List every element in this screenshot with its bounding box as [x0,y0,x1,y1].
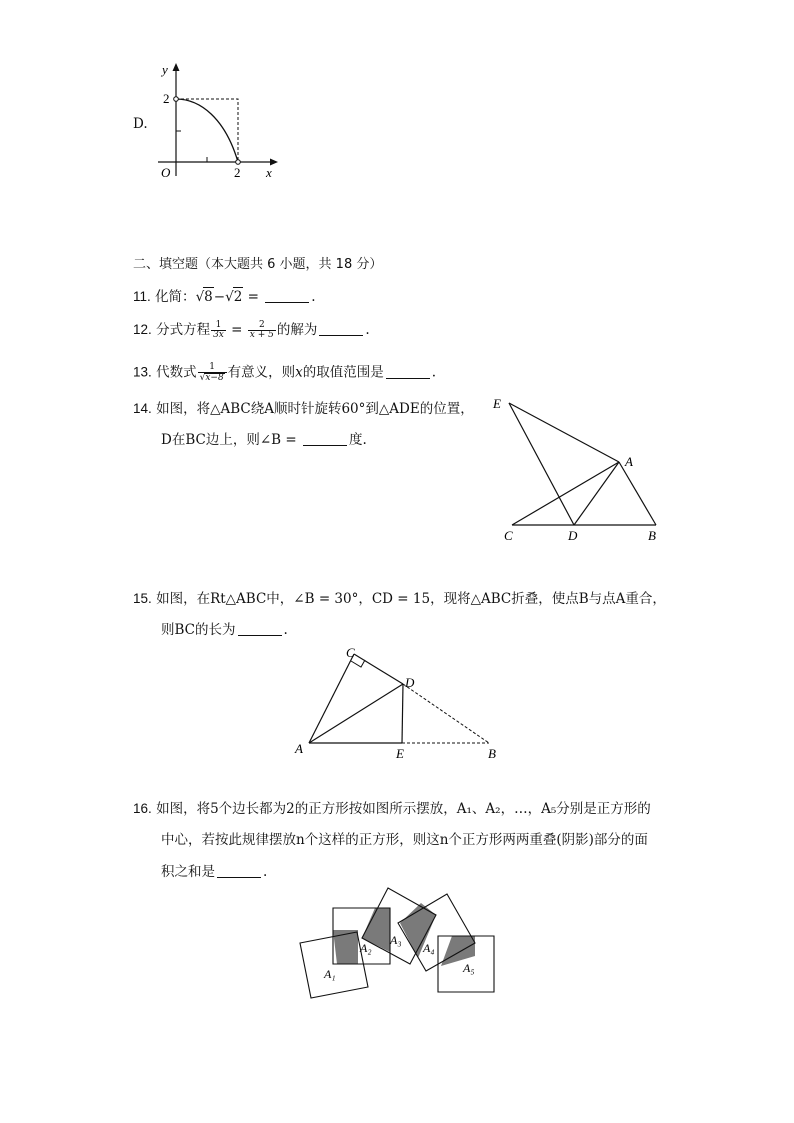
question-text: . [263,864,268,880]
question-13 [133,363,436,383]
sqrt-sign: √ [195,289,205,305]
question-number: 13. [133,364,152,380]
answer-blank[interactable] [217,864,261,878]
answer-blank[interactable] [319,322,363,336]
x-axis-label: x [266,165,272,180]
question-14 [133,400,474,418]
radicand: 8 [204,289,213,305]
question-16-line-3 [161,863,267,881]
answer-blank[interactable] [303,432,347,446]
overlap-1 [333,930,358,964]
segment-da [574,462,619,525]
equals-sign: = [226,322,247,338]
question-number: 12. [133,322,152,337]
segment-ea [509,403,619,462]
denominator: 3x [213,330,224,340]
sqrt-sign: √ [225,289,234,305]
fraction-2 [248,321,276,340]
point-a-label: A [625,454,633,469]
center-a4-label: A₄ [423,941,435,955]
q16-figure [290,880,510,1005]
q14-figure [488,392,668,550]
numerator: 1 [198,363,227,373]
period: . [311,289,316,305]
fraction [198,363,227,383]
question-14-line-2 [161,431,367,449]
section-title: 二、填空题（本大题共 6 小题，共 18 分） [133,257,383,272]
y-tick-label: 2 [163,91,170,106]
segment-ed [509,403,574,525]
numerator: 2 [248,321,276,331]
point-d-label: D [405,675,415,690]
radicand: 2 [233,289,243,305]
center-a5-label: A₅ [463,961,475,975]
center-a3-label: A₃ [390,933,402,947]
question-number: 14. [133,401,152,416]
question-text-line-1: 如图，在Rt△ABC中，∠B = 30°，CD = 15，现将△ABC折叠，使点B与点A重合， [156,591,666,607]
q15-figure [290,640,510,765]
y-axis-arrow [173,63,180,71]
open-point-top [174,97,179,102]
question-number: 16. [133,801,152,816]
equals-sign: = [243,289,264,305]
question-16-line-2: 中心，若按此规律摆放n个这样的正方形，则这n个正方形两两重叠(阴影)部分的面 [161,832,648,848]
question-16 [133,800,651,818]
question-text-line-1: 如图，将5个边长都为2的正方形按如图所示摆放，A₁、A₂，…，A₅分别是正方形的 [156,801,651,817]
question-text: 化简： [155,289,196,305]
point-b-label: B [648,528,656,543]
question-text: 度. [348,432,367,448]
variable: x [295,364,303,381]
answer-blank[interactable] [386,365,430,379]
y-axis-label: y [162,62,168,77]
period: . [365,322,370,338]
numerator: 1 [211,321,226,331]
point-e-label: E [396,746,404,761]
question-text: 的取值范围是 [302,364,384,381]
center-a1-label: A₁ [324,967,336,981]
segment-ad [309,684,403,743]
denominator: x + 5 [249,330,274,340]
question-text: 有意义，则 [227,364,296,381]
point-a-label: A [295,741,303,756]
question-15-line-2 [161,621,288,639]
answer-blank[interactable] [265,289,309,303]
question-text: . [283,622,288,638]
question-text: 的解为 [276,322,318,338]
point-c-label: C [346,645,355,660]
radicand: x−8 [205,373,224,383]
open-point-right [236,160,241,165]
question-15 [133,590,666,608]
question-number: 11. [133,289,151,304]
question-11 [133,287,315,306]
question-text: D在BC边上，则∠B = [161,432,301,448]
point-c-label: C [504,528,513,543]
option-d-graph [150,58,290,183]
segment-ac [309,654,354,743]
question-number: 15. [133,591,152,606]
question-12 [133,321,370,340]
x-tick-label: 2 [234,165,241,180]
fraction-1 [211,321,226,340]
dashed-bound [176,99,238,162]
center-a2-label: A₂ [360,941,372,955]
option-d-label: D. [133,116,148,132]
right-angle-mark [351,660,365,667]
question-text: 代数式 [156,364,197,381]
segment-ab [619,462,656,525]
segment-cd [354,654,403,684]
segment-ca [512,462,619,525]
question-text: 则BC的长为 [161,622,236,638]
point-e-label: E [493,396,501,411]
point-b-label: B [488,746,496,761]
denominator: √x−8 [199,373,224,383]
segment-db-dashed [403,684,489,743]
answer-blank[interactable] [238,622,282,636]
minus-sign: − [213,289,226,305]
period: . [431,364,437,381]
question-text: 积之和是 [161,864,215,880]
question-text: 分式方程 [156,322,211,338]
curve [176,99,238,162]
question-text-line-1: 如图，将△ABC绕A顺时针旋转60°到△ADE的位置， [156,401,474,417]
segment-ed [402,684,403,743]
point-d-label: D [568,528,578,543]
origin-label: O [161,165,171,180]
